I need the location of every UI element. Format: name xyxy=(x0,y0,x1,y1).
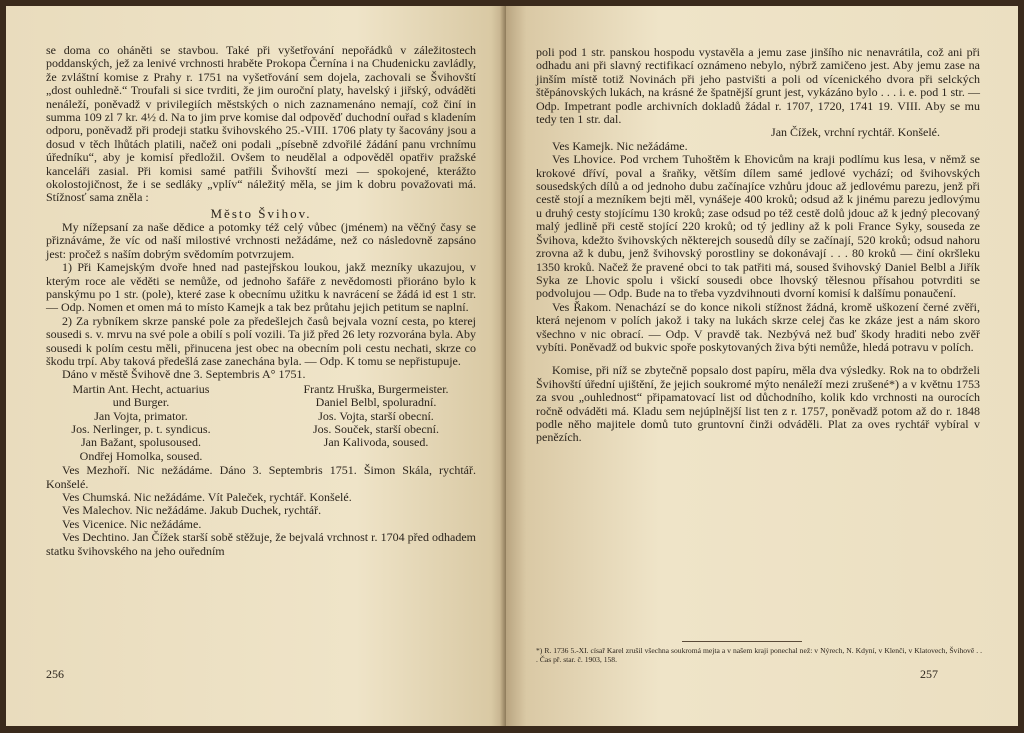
paragraph: poli pod 1 str. panskou hospodu vystavěla a jemu zase jinšího nic nenavrátila, což ani při odhadu ani při slavný rectifikací oznámeno nebylo, nýbrž zamičeno jest. Aby jemu zase na jinším místě totiž Novinách při jeho pastvišti a poli od vícenického dvora při selckých štěpánovských lukách, na krásné že špatnější grunt jest, vykázáno bylo . . . i. e. pod 1 str. — Odp. Impetrant podle archivních dokladů žádal r. 1707, 1720, 1741 19. VIII. Aby se mu tedy ten 1 str. dal. xyxy=(536,45,980,127)
left-page-text xyxy=(46,44,476,558)
signer: Jan Bažant, spolusoused. xyxy=(81,435,201,450)
signer: Jos. Nerlinger, p. t. syndicus. xyxy=(71,421,211,436)
paragraph: My nížepsaní za naše dědice a potomky též celý vůbec (jménem) na věčný časy se přiznáváme, že víc od naší milostivé vrchnosti nežádáme, než co následovně zapsáno jest: pročež s naším dobrým svědomím potvrzujem. xyxy=(46,219,476,261)
signer: Jos. Vojta, starší obecní. xyxy=(318,408,434,423)
page-number: 257 xyxy=(920,667,938,681)
paragraph: 2) Za rybníkem skrze panské pole za předešlejch časů bejvala vozní cesta, po kterej sousedi s. v. mrvu na své pole a obilí s polí vozili. Ta již před 26 lety rozvorána byla. Aby sousedi k polím cestu měli, přinucena jest obec na obecním poli cestu nechati, skrze co škodu trpí. Aby taková předešlá zase zanechána byla. — Odp. K tomu se nepřistupuje. xyxy=(46,313,476,368)
signatories xyxy=(46,383,476,463)
signatories-left xyxy=(46,383,236,463)
signer: Daniel Belbl, spoluradní. xyxy=(315,395,437,410)
signer: Jan Kalivoda, soused. xyxy=(323,435,429,450)
paragraph: Ves Řakom. Nenachází se do konce nikoli stížnost žádná, kromě uškození černé zvěři, která nejenom v polích jakož i taky na lukách skrze celej čas ke zkáze jest a nám skoro všechno v nic obrací. — Odp. V pravdě tak. Nezbývá než buď škody hraditi nebo zvěř vybíti. Poněvadž od bukvic spoře poskytovaných živa býti nemůže, hledá potravu v polích. xyxy=(536,299,980,354)
paragraph: Ves Malechov. Nic nežádáme. Jakub Duchek, rychtář. xyxy=(62,503,322,518)
signatories-right xyxy=(276,383,476,463)
paragraph: Komise, při níž se zbytečně popsalo dost papíru, měla dva výsledky. Rok na to obdrželi Švihovští úřední ujištění, že jejich soukromé mýto nenáleží mezi zrušené*) a v květnu 1753 za svou „ouhlednost“ připamatovací list od důchodního, kolik kdo vrchnosti na ourocích ročně odváděti má. Kladu sem nejúplnější list ten z r. 1757, poněvadž potom až do r. 1848 podle něho majitele domů tuto gruntovní činži odváděli. Plat za oves rychtář vybíral v penězích. xyxy=(536,363,980,445)
right-page-text xyxy=(536,46,980,445)
paragraph: Ves Mezhoří. Nic nežádáme. Dáno 3. Septembris 1751. Šimon Skála, rychtář. Konšelé. xyxy=(46,463,476,491)
paragraph: se doma co oháněti se stavbou. Také při vyšetřování nepořádků v záležitostech poddanských, jež za lenivé vrchnosti hraběte Prokopa Černína i na Chudenicku zavládly, že zvláštní komise z Prahy r. 1751 na vyšetřování sem dojela, zachovali se Švihovští „dost ouhledně.“ Troufali si sice tvrditi, že jim ouroční platy, havelský i jiřský, odváděti nenáleží, poněvadž v privilegiích městských o nich zaznamenáno nemají, což činí in summa 109 zl 7 kr. 4½ d. Na to jim prve komise dal odpověď duchodní ouřad s kladením odporu, poněvadž při prodeji statku švihovského 25.-VIII. 1706 platy ty šacovány jsou a dosud v těch lhůtách platili, načež oni podali „písebně zdvořilé žádání panu vrchnímu úředníku“, aby je komisí předložil. Ovšem to neudělal a odpověděl opatřiv pražské kanceláři zasial. Při komisi samé patřili Švihovští mezi — spokojené, kterážto okolostojičnost, že i se sedláky „vplív“ náležitý měla, se jim k dobru považovati má. Stížnosť sama zněla : xyxy=(46,43,476,205)
paragraph: Ves Dechtino. Jan Čížek starší sobě stěžuje, že bejvalá vrchnost r. 1704 před odhadem statku švihovského na jeho ouředním xyxy=(46,530,476,558)
page-number: 256 xyxy=(46,667,64,681)
section-heading: Město Švihov. xyxy=(210,205,312,221)
right-page xyxy=(506,6,1018,726)
paragraph: Ves Lhovice. Pod vrchem Tuhoštěm k Ehovicům na kraji podlímu kus lesa, v němž se krokové dříví, poval a šraňky, větším dílem samé jedlové vychází; od švihovských sousedských dílů a od jednoho dubu začínajíce vzhůru jdouc až jedlovému parezu, jenž při cestě stojí a mezníkem bejti měl, vynášeje 400 kroků; odsud až k jinému parezu jedlovýmu u druhý cesty stojícímu 130 kroků; zase odsud po též cestě dolů jdouc až k jedný plecovaný malý jedlině při cestě stojící 220 kroků; od tý jedliny až k poli France Syky, souseda ze Švihova, kdežto švihovských některejch sousedů díly se začínají, 520 kroků; odsud nahoru zrovna až k dubu, jenž švihovský porostliny se dokonávají . . . 80 kroků — činí okršleku 1350 kroků. Načež že pravené obci to tak patřiti má, soused švihovský Daniel Belbl a Jiřík Syka ze Lhovic spolu i všickí sousedi obce lhovský tělesnou přísahou potvrditi se podvolujou — Odp. Bude na to třeba vyzdvihnouti dvorní komisí k dalšímu ponaučení. xyxy=(536,152,980,301)
paragraph: Dáno v městě Švihově dne 3. Septembris A° 1751. xyxy=(62,367,306,382)
footnote: *) R. 1736 5.-XI. císař Karel zrušil všechna soukromá mejta a v našem kraji ponechal než: v Nýrech, N. Kdyní, v Klenči, v Klatovech, Švihově . . . Čas př. star. č. 1903, 158. xyxy=(536,646,982,664)
signer: und Burger. xyxy=(112,395,170,410)
signature-line: Jan Čížek, vrchní rychtář. Konšelé. xyxy=(771,125,940,140)
signer: Jan Vojta, primator. xyxy=(94,408,188,423)
paragraph: Ves Kamejk. Nic nežádáme. xyxy=(552,138,688,153)
paragraph: Ves Vicenice. Nic nežádáme. xyxy=(62,516,202,531)
signer: Frantz Hruška, Burgermeister. xyxy=(303,381,449,396)
left-page xyxy=(6,6,506,726)
paragraph: Ves Chumská. Nic nežádáme. Vít Paleček, rychtář. Konšelé. xyxy=(62,490,352,504)
paragraph: 1) Při Kamejským dvoře hned nad pastejřskou loukou, jakž mezníky ukazujou, v kterým roce ale věděti se nemůže, od jednoho šafáře z nevědomosti přioráno bylo k panskýmu po 1 str. (pole), které zase k obecnímu užitku k navrácení se žádá id est 1 str. — Odp. Nomen et omen má to místo Kamejk a tak bez průtahu jejich petitum se naplní. xyxy=(46,260,476,315)
signer: Ondřej Homolka, soused. xyxy=(79,448,203,463)
footnote-rule xyxy=(682,641,802,642)
signer: Jos. Souček, starší obecní. xyxy=(313,421,439,436)
signer: Martin Ant. Hecht, actuarius xyxy=(72,381,210,396)
